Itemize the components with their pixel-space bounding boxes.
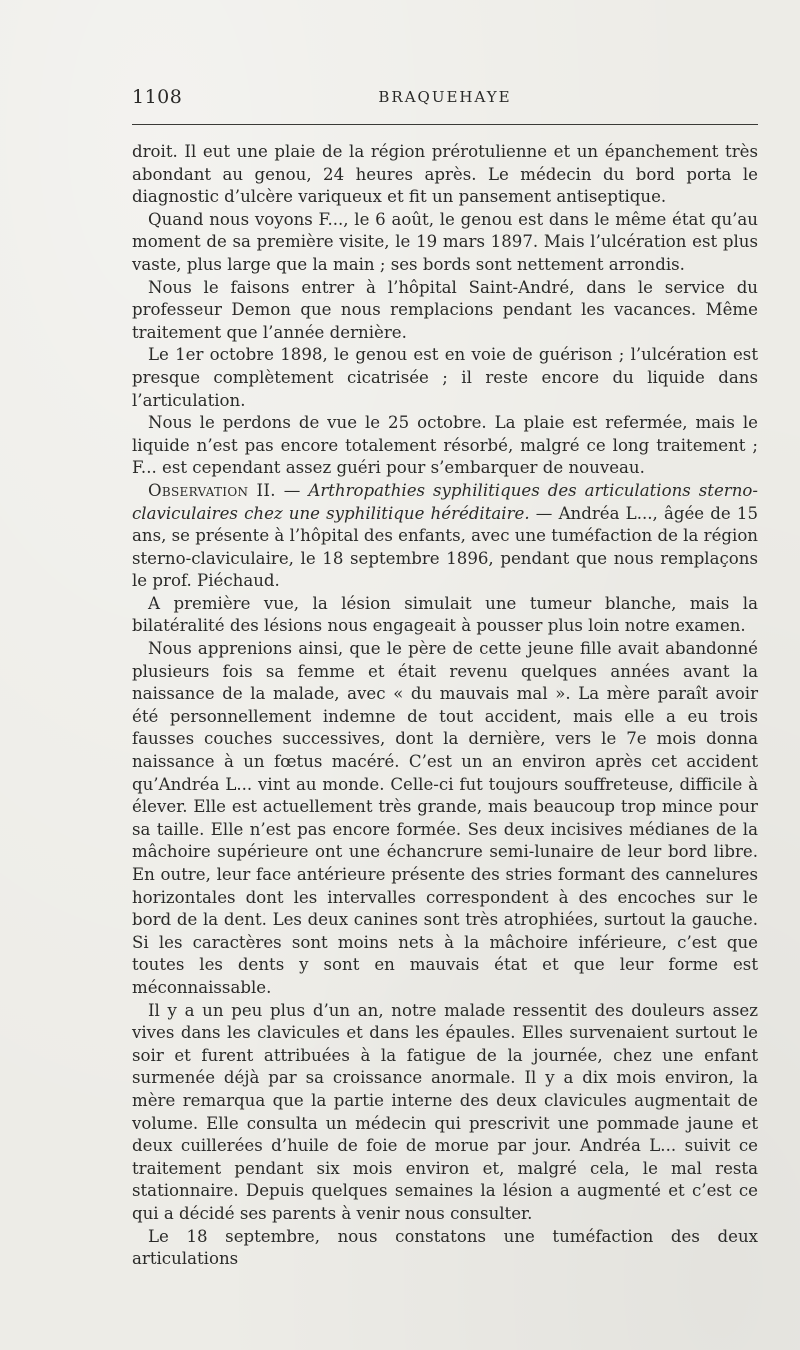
running-head (132, 86, 758, 112)
paragraph-7: Nous apprenions ainsi, que le père de cette jeune fille avait abandonné plusieurs fois sa femme et était revenu quelques années avant la naissance de la malade, avec « du mauvais mal ». La mère paraît avoir été personnellement indemne de tout accident, mais elle a eu trois fausses couches successives, dont la dernière, vers le 7e mois donna naissance à un fœtus macéré. C’est un an environ après cet accident qu’Andréa L... vint au monde. Celle-ci fut toujours souffreteuse, difficile à élever. Elle est actuellement très grande, mais beaucoup trop mince pour sa taille. Elle n’est pas encore formée. Ses deux incisives médianes de la mâchoire supérieure ont une échancrure semi-lunaire de leur bord libre. En outre, leur face antérieure présente des stries formant des cannelures horizontales dont les intervalles correspondent à des encoches sur le bord de la dent. Les deux canines sont très atrophiées, surtout la gauche. Si les caractères sont moins nets à la mâchoire inférieure, c’est que toutes les dents y sont en mauvais état et que leur forme est méconnaissable. (132, 639, 758, 997)
paragraph-1: droit. Il eut une plaie de la région prérotulienne et un épanchement très abondant au genou, 24 heures après. Le médecin du bord porta le diagnostic d’ulcère variqueux et fit un pansement antiseptique. (132, 142, 758, 207)
observation-paragraph (132, 480, 758, 593)
body-text (132, 141, 758, 1271)
paragraph-3: Nous le faisons entrer à l’hôpital Saint-André, dans le service du professeur Demon que nous remplacions pendant les vacances. Même traitement que l’année dernière. (132, 277, 758, 342)
observation-dash: — (275, 480, 309, 500)
observation-title: Arthropathies syphilitiques des articulations sterno-claviculaires chez une syphilitique héréditaire. (132, 480, 758, 523)
page-number: 1108 (132, 86, 183, 108)
paragraph-2: Quand nous voyons F..., le 6 août, le genou est dans le même état qu’au moment de sa première visite, le 19 mars 1897. Mais l’ulcération est plus vaste, plus large que la main ; ses bords sont nettement arrondis. (132, 209, 758, 274)
paragraph-6: A première vue, la lésion simulait une tumeur blanche, mais la bilatéralité des lésions nous engageait à pousser plus loin notre examen. (132, 593, 758, 636)
paragraph-4: Le 1er octobre 1898, le genou est en voie de guérison ; l’ulcération est presque complètement cicatrisée ; il reste encore du liquide dans l’articulation. (132, 345, 758, 410)
observation-text: — Andréa L..., âgée de 15 ans, se présente à l’hôpital des enfants, avec une tuméfaction de la région sterno-claviculaire, le 18 septembre 1896, pendant que nous remplaçons le prof. Piéchaud. (132, 503, 758, 591)
paragraph-9: Le 18 septembre, nous constatons une tuméfaction des deux articulations (132, 1226, 758, 1269)
observation-label: Observation II. (148, 480, 276, 500)
paragraph-8: Il y a un peu plus d’un an, notre malade ressentit des douleurs assez vives dans les clavicules et dans les épaules. Elles survenaient surtout le soir et furent attribuées à la fatigue de la journée, chez une enfant surmenée déjà par sa croissance anormale. Il y a dix mois environ, la mère remarqua que la partie interne des deux clavicules augmentait de volume. Elle consulta un médecin qui prescrivit une pommade jaune et deux cuillerées d’huile de foie de morue par jour. Andréa L... suivit ce traitement pendant six mois environ et, malgré cela, le mal resta stationnaire. Depuis quelques semaines la lésion a augmenté et c’est ce qui a décidé ses parents à venir nous consulter. (132, 1000, 758, 1223)
header-rule (132, 124, 758, 125)
paragraph-5: Nous le perdons de vue le 25 octobre. La plaie est refermée, mais le liquide n’est pas encore totalement résorbé, malgré ce long traitement ; F... est cependant assez guéri pour s’embarquer de nouveau. (132, 413, 758, 478)
running-title: BRAQUEHAYE (378, 88, 512, 106)
